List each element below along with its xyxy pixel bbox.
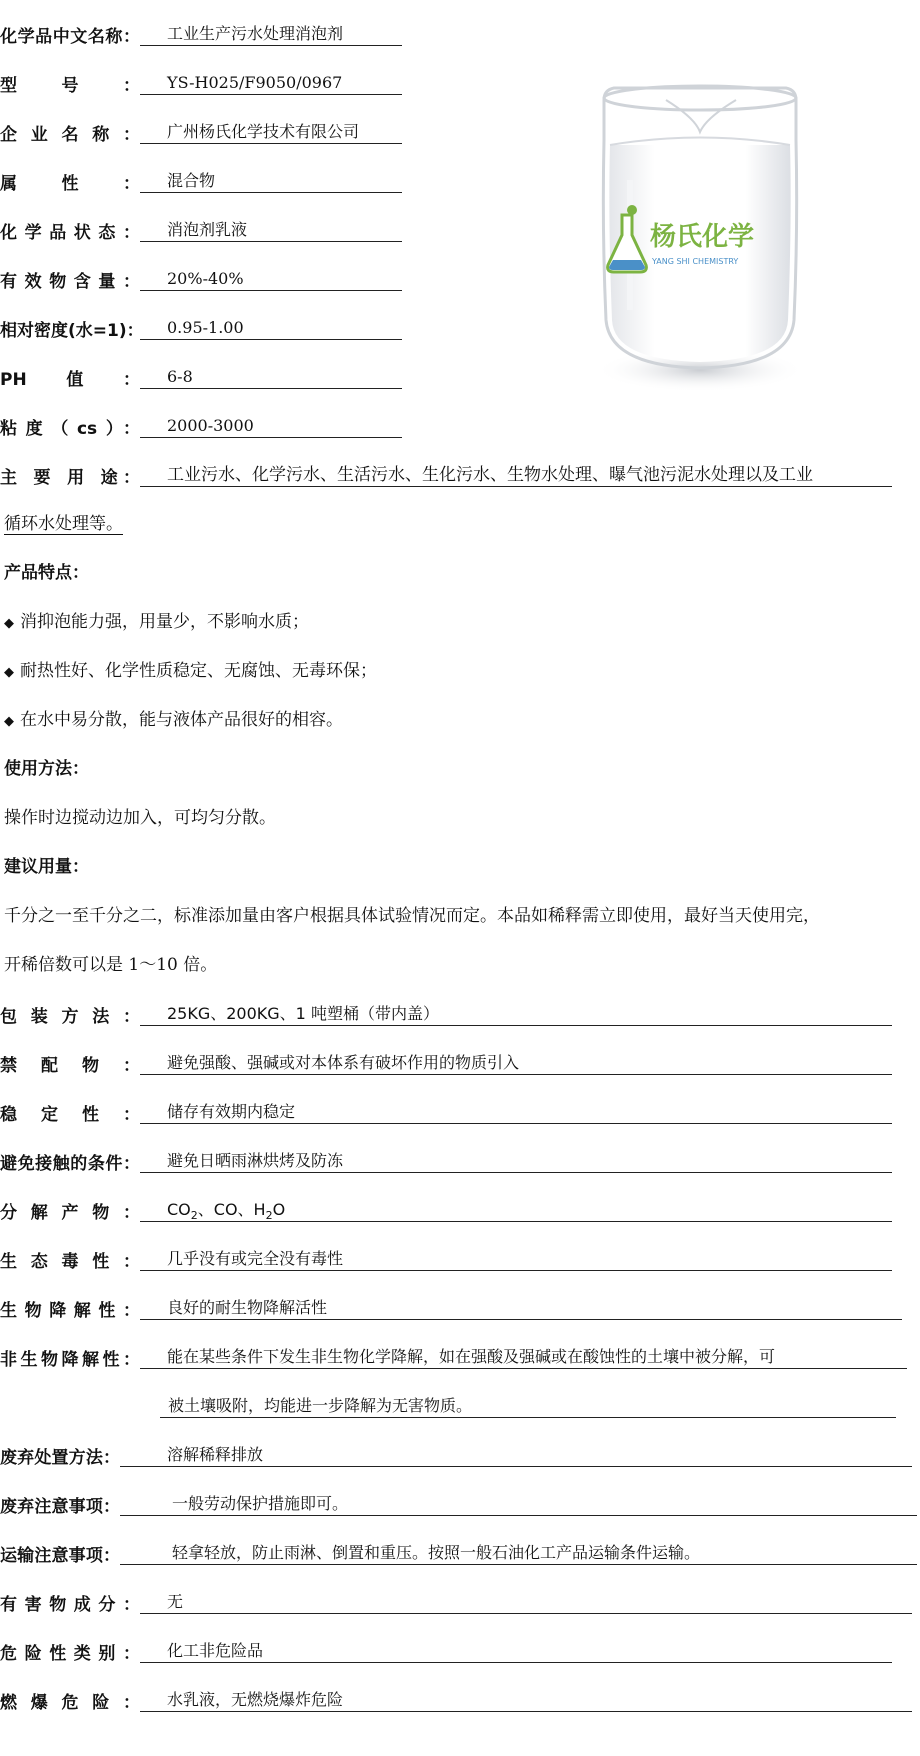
feature-item (4, 695, 343, 745)
formula-part: 、CO、H (197, 1199, 266, 1219)
formula-subscript: 2 (190, 1208, 198, 1222)
bullet-diamond-icon: ◆ (4, 665, 14, 680)
formula-part: CO (167, 1199, 191, 1219)
dosage-text: 开稀倍数可以是 1～10 倍。 (4, 955, 218, 975)
field-label: 废弃注意事项： (0, 1496, 120, 1517)
field-disposal (0, 1430, 912, 1480)
field-label: 有害物成分： (0, 1594, 140, 1615)
field-label: 属性： (0, 173, 140, 194)
field-label: 化学品状态： (0, 222, 140, 243)
field-value: 水乳液，无燃烧爆炸危险 (140, 1689, 912, 1712)
feature-text: 消抑泡能力强，用量少，不影响水质； (20, 612, 309, 632)
field-chinese-name (0, 9, 402, 59)
field-value: 无 (140, 1591, 912, 1614)
usage-line2: 循环水处理等。 (4, 514, 123, 534)
field-label: 废弃处置方法： (0, 1447, 120, 1468)
field-value: 25KG、200KG、1 吨塑桶（带内盖） (140, 1003, 892, 1026)
field-transport-notes (0, 1528, 917, 1578)
field-label: 型号： (0, 75, 140, 96)
dosage-heading: 建议用量： (4, 857, 89, 877)
field-label: 避免接触的条件： (0, 1153, 140, 1174)
feature-text: 耐热性好、化学性质稳定、无腐蚀、无毒环保； (20, 661, 377, 681)
field-value: 工业污水、化学污水、生活污水、生化污水、生物水处理、曝气池污泥水处理以及工业 (140, 464, 892, 487)
field-label: 运输注意事项： (0, 1545, 120, 1566)
field-company (0, 107, 402, 157)
field-incompatible (0, 1038, 892, 1088)
field-value: 被土壤吸附，均能进一步降解为无害物质。 (160, 1395, 896, 1418)
field-label: 企业名称： (0, 124, 140, 145)
field-value: 20%-40% (140, 268, 402, 291)
field-label: 主 要 用 途： (0, 467, 140, 488)
field-non-biodegradability (0, 1332, 907, 1382)
field-value: 6-8 (140, 366, 402, 389)
formula-part: O (272, 1199, 286, 1219)
dosage-text: 千分之一至千分之二，标准添加量由客户根据具体试验情况而定。本品如稀释需立即使用，最好当天使用完， (4, 906, 820, 926)
field-packaging (0, 989, 892, 1039)
field-label: 危险性类别： (0, 1643, 140, 1664)
field-usage (0, 450, 892, 500)
field-value: 化工非危险品 (140, 1640, 892, 1663)
feature-item (4, 597, 309, 647)
features-heading: 产品特点： (4, 563, 89, 583)
field-ph (0, 352, 402, 402)
field-value: 0.95-1.00 (140, 317, 402, 340)
field-model (0, 58, 402, 108)
field-label: 相对密度(水=1)： (0, 320, 144, 341)
method-text: 操作时边搅动边加入，可均匀分散。 (4, 808, 276, 828)
formula-subscript: 2 (265, 1208, 273, 1222)
field-value: 一般劳动保护措施即可。 (120, 1493, 917, 1516)
field-state (0, 205, 402, 255)
field-avoid-conditions (0, 1136, 892, 1186)
field-value: 能在某些条件下发生非生物化学降解，如在强酸及强碱或在酸蚀性的土壤中被分解，可 (140, 1346, 907, 1369)
field-value: 2000-3000 (140, 415, 402, 438)
field-label: 生态毒性： (0, 1251, 140, 1272)
field-label: 分解产物： (0, 1202, 140, 1223)
field-value: 避免日晒雨淋烘烤及防冻 (140, 1150, 892, 1173)
field-active-content (0, 254, 402, 304)
field-stability (0, 1087, 892, 1137)
method-heading: 使用方法： (4, 759, 89, 779)
field-hazard-class (0, 1626, 892, 1676)
field-attribute (0, 156, 402, 206)
bullet-diamond-icon: ◆ (4, 714, 14, 729)
usage-continuation (4, 499, 123, 549)
field-biodegradability (0, 1283, 902, 1333)
field-value: 避免强酸、强碱或对本体系有破坏作用的物质引入 (140, 1052, 892, 1075)
field-value: 良好的耐生物降解活性 (140, 1297, 902, 1320)
feature-item (4, 646, 377, 696)
field-label: 稳定性： (0, 1104, 140, 1125)
field-value: 储存有效期内稳定 (140, 1101, 892, 1124)
product-beaker-image (590, 70, 810, 400)
field-value: 溶解稀释排放 (120, 1444, 912, 1467)
feature-text: 在水中易分散，能与液体产品很好的相容。 (20, 710, 343, 730)
field-fire-explosion (0, 1675, 912, 1725)
field-label: 包装方法： (0, 1006, 140, 1027)
field-value: 工业生产污水处理消泡剂 (140, 23, 402, 46)
field-value: 几乎没有或完全没有毒性 (140, 1248, 892, 1271)
field-value: 消泡剂乳液 (140, 219, 402, 242)
field-label: 生物降解性： (0, 1300, 140, 1321)
field-label: 禁配物： (0, 1055, 140, 1076)
field-value: 轻拿轻放，防止雨淋、倒置和重压。按照一般石油化工产品运输条件运输。 (120, 1542, 917, 1565)
field-label: 有效物含量： (0, 271, 140, 292)
field-hazardous-components (0, 1577, 912, 1627)
field-density (0, 303, 402, 353)
field-label: 非生物降解性： (0, 1349, 140, 1370)
logo-brand-en-text: YANG SHI CHEMISTRY (652, 257, 739, 266)
field-label: 粘度（cs）： (0, 418, 140, 439)
field-viscosity (0, 401, 402, 451)
field-label: 化学品中文名称： (0, 26, 140, 47)
bullet-diamond-icon: ◆ (4, 616, 14, 631)
field-value: 混合物 (140, 170, 402, 193)
logo-brand-text: 杨氏化学 (650, 222, 755, 252)
field-non-biodegradability-cont (160, 1381, 896, 1431)
field-value: 广州杨氏化学技术有限公司 (140, 121, 402, 144)
field-decomposition (0, 1185, 892, 1235)
field-value: YS-H025/F9050/0967 (140, 72, 402, 95)
field-ecotoxicity (0, 1234, 892, 1284)
field-disposal-notes (0, 1479, 917, 1529)
field-label: 燃爆危险： (0, 1692, 140, 1713)
field-label: PH值： (0, 369, 140, 390)
field-value (140, 1199, 892, 1222)
